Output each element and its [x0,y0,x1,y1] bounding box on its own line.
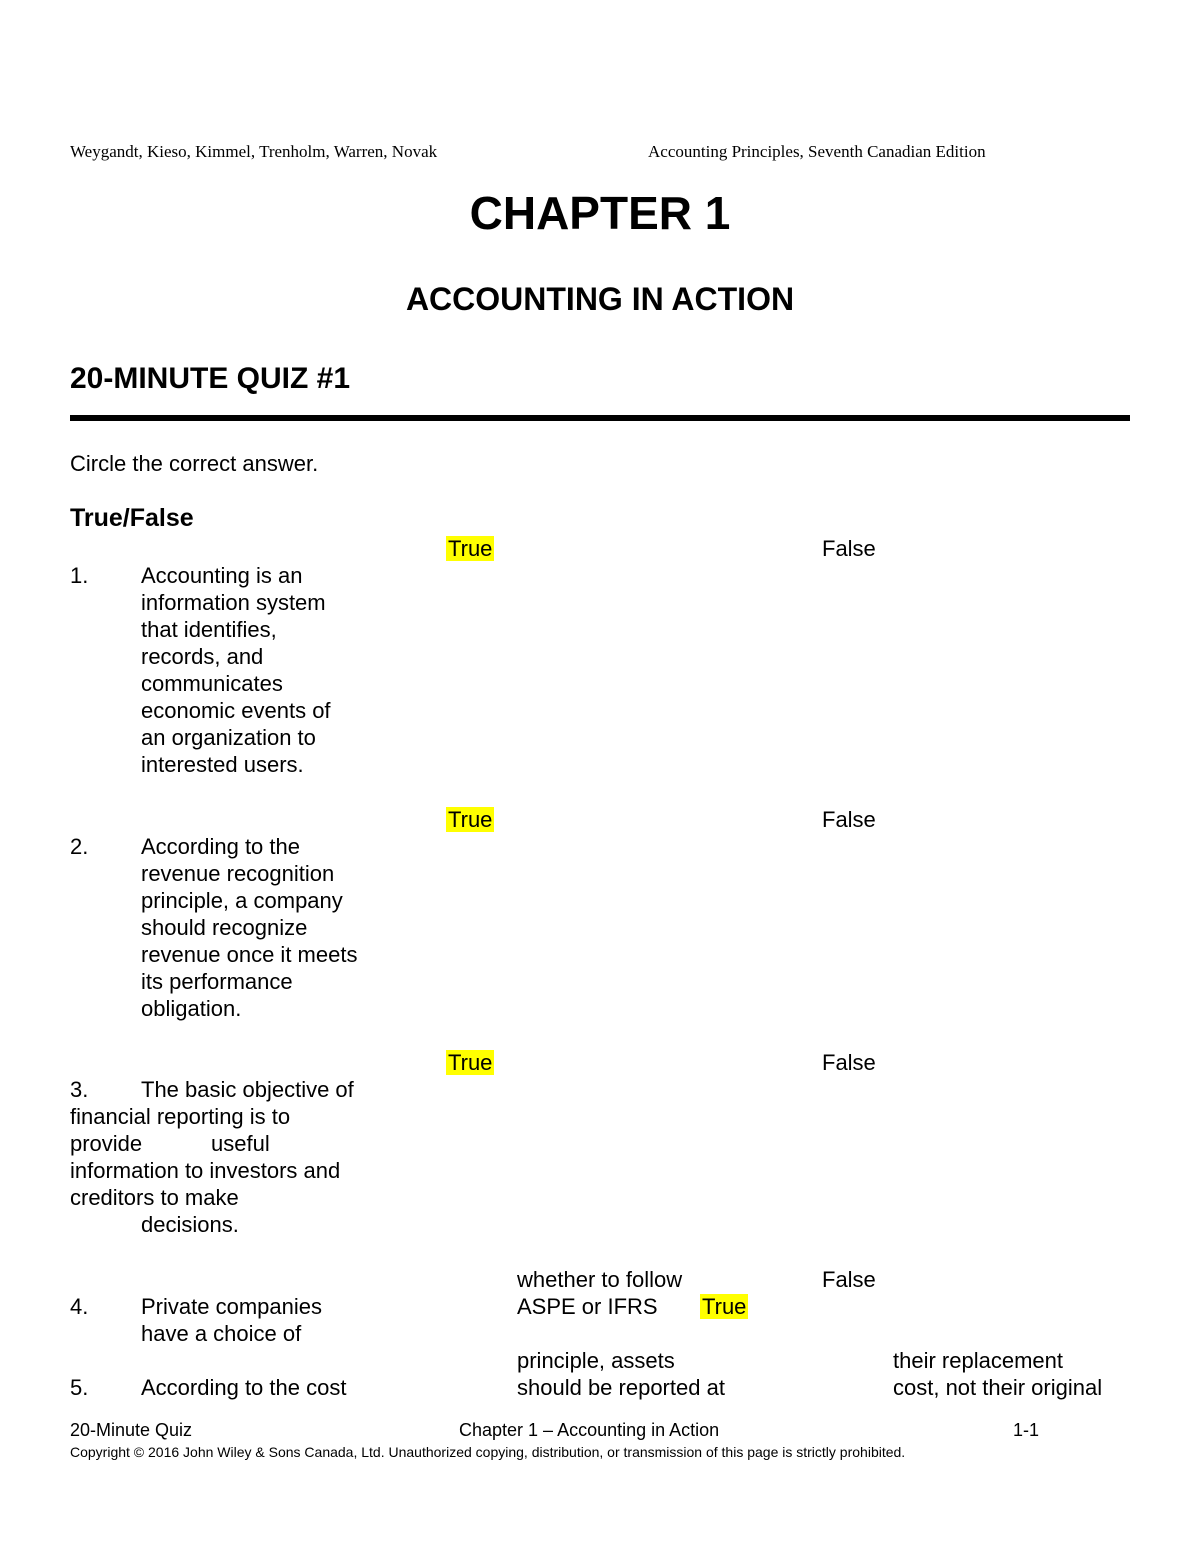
q2-false-answer[interactable]: False [822,807,876,832]
q3-text-line: financial reporting is to [70,1104,291,1129]
chapter-subtitle: ACCOUNTING IN ACTION [405,281,795,317]
footer-copyright: Copyright © 2016 John Wiley & Sons Canada, Ltd. Unauthorized copying, distribution, or transmission of this page is strictly prohibited. [70,1444,906,1460]
title-divider [70,415,1130,421]
q2-true-answer[interactable]: True [448,807,493,832]
q3-text-line: creditors to make [70,1185,239,1210]
chapter-title: CHAPTER 1 [469,187,731,239]
q3-true-answer[interactable]: True [448,1050,493,1075]
q5-text-line: principle, assets [517,1348,675,1373]
q4-number: 4. [70,1294,89,1319]
header-authors: Weygandt, Kieso, Kimmel, Trenholm, Warren, Novak [70,142,438,161]
footer-left: 20-Minute Quiz [70,1420,193,1440]
q4-true-answer[interactable]: True [702,1294,747,1319]
q1-number: 1. [70,563,89,588]
instruction-text: Circle the correct answer. [70,451,319,476]
footer-page-number: 1-1 [1013,1420,1040,1440]
q5-text-line: According to the cost [141,1375,347,1400]
q4-text-line: whether to follow [517,1267,683,1292]
q5-number: 5. [70,1375,89,1400]
q2-number: 2. [70,834,89,859]
q1-true-answer[interactable]: True [448,536,493,561]
quiz-title: 20-MINUTE QUIZ #1 [70,362,351,395]
q3-text-line: decisions. [141,1212,239,1237]
q4-text-line: have a choice of [141,1321,302,1346]
q1-text: Accounting is an information system that identifies, records, and communicates economic events of an organization to interested users. [141,563,331,777]
q4-text-line: Private companies [141,1294,322,1319]
q3-text-line: useful [211,1131,270,1156]
q5-text-line: their replacement [893,1348,1063,1373]
q3-text-line: The basic objective of [141,1077,354,1102]
q3-text-line: provide [70,1131,143,1156]
footer-center: Chapter 1 – Accounting in Action [459,1420,720,1440]
q3-number: 3. [70,1077,89,1102]
header-book-title: Accounting Principles, Seventh Canadian Edition [648,142,986,161]
q1-false-answer[interactable]: False [822,536,876,561]
q3-false-answer[interactable]: False [822,1050,876,1075]
section-title: True/False [70,504,194,532]
q5-text-line: should be reported at [517,1375,725,1400]
q2-text: According to the revenue recognition principle, a company should recognize revenue once it meets its performance obligation. [141,834,358,1021]
q4-text-line: ASPE or IFRS [517,1294,658,1319]
q4-false-answer[interactable]: False [822,1267,876,1292]
q5-text-line: cost, not their original [893,1375,1103,1400]
q3-text-line: information to investors and [70,1158,341,1183]
